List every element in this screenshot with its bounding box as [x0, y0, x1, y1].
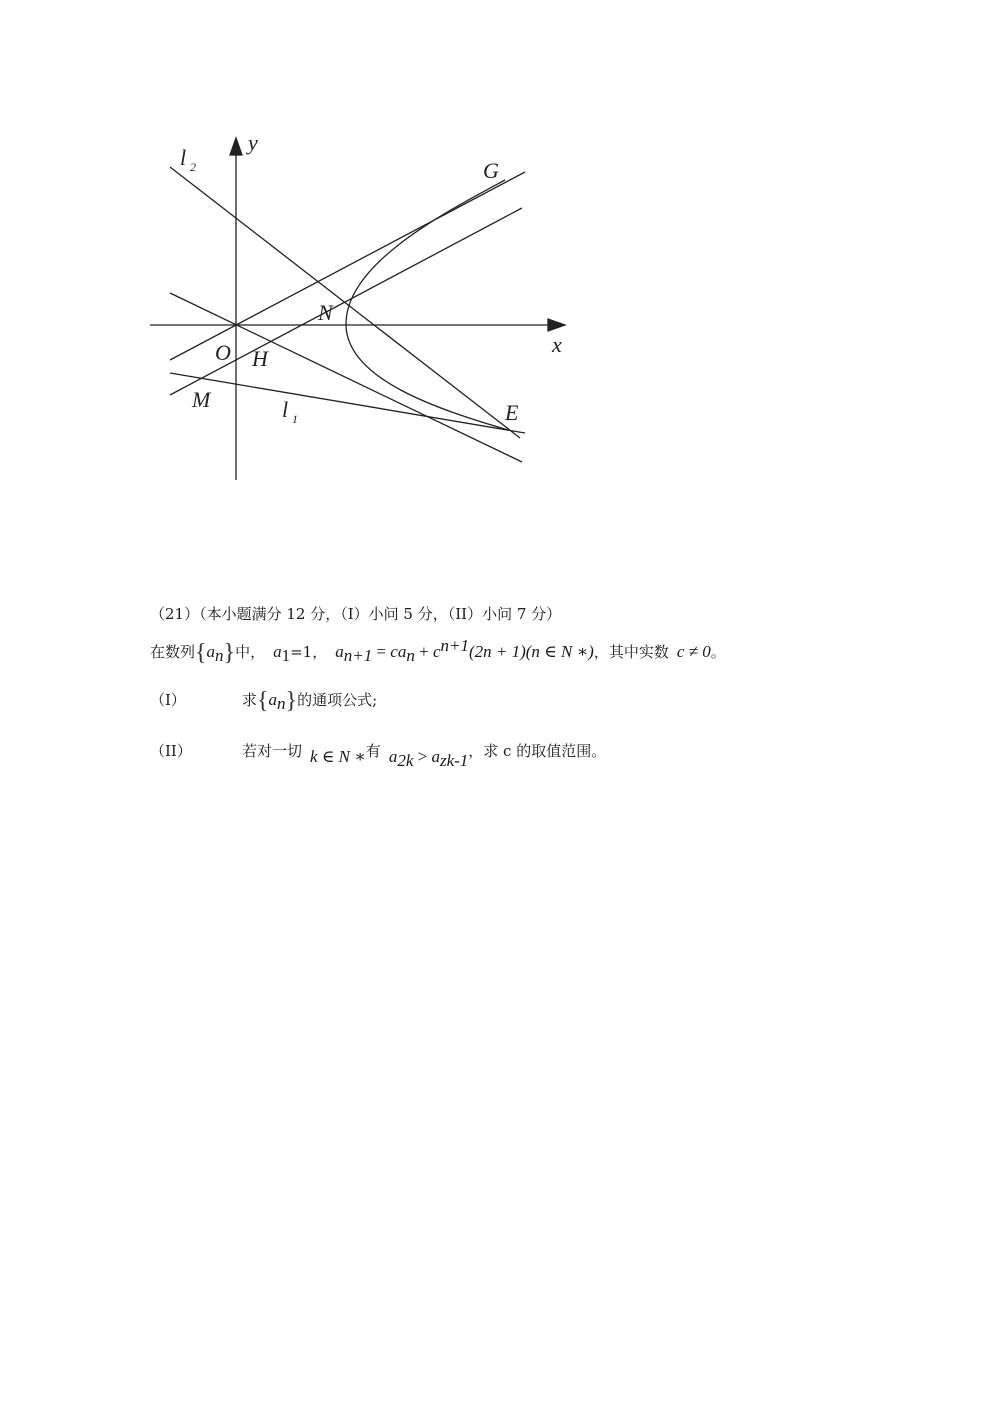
part1-label: （I）: [150, 691, 186, 709]
part1-sub: n: [277, 694, 286, 713]
left-brace: {: [195, 640, 207, 666]
part1-lead: 求: [242, 691, 258, 709]
intro-period: 。: [710, 643, 726, 661]
seq-a: a: [206, 642, 216, 661]
label-G: G: [483, 158, 499, 183]
rec-eq: =: [372, 642, 391, 661]
part1-end: 的通项公式;: [297, 691, 378, 709]
rec-c: ca: [390, 642, 407, 661]
header-text: （21）（本小题满分 12 分，（I）小问 5 分，（II）小问 7 分）: [150, 605, 562, 623]
part2-a2km1-sub: zk-1: [439, 751, 469, 770]
intro-lead: 在数列: [150, 643, 196, 661]
intro-end: ，其中实数: [593, 643, 669, 661]
line-l1: [170, 373, 525, 433]
hyperbola-figure: [140, 130, 600, 490]
intro-mid: 中，: [235, 643, 266, 661]
problem-intro: [150, 636, 726, 666]
label-y: y: [248, 130, 258, 155]
seq-sub: n: [215, 646, 224, 665]
rec-c-sub: n: [406, 646, 415, 665]
rec-tail: (2n + 1)(n ∈ N ∗): [468, 642, 594, 661]
right-brace: }: [223, 640, 236, 666]
part2-label: （II）: [150, 742, 192, 760]
a1-sub: 1: [281, 646, 291, 665]
part-1: [150, 690, 377, 714]
label-l1: l: [282, 397, 289, 422]
label-l2-sub: 2: [190, 160, 196, 174]
label-l2: l: [180, 145, 187, 170]
part2-end: ，求 c 的取值范围。: [468, 742, 607, 760]
cond: c ≠ 0: [676, 642, 711, 661]
part2-a2k: a: [388, 747, 398, 766]
line-mg: [170, 208, 522, 395]
rec-lhs-var: a: [335, 642, 344, 661]
label-H: H: [252, 346, 268, 371]
part2-gt: >: [413, 747, 432, 766]
label-M: M: [192, 387, 211, 412]
part1-a: a: [268, 690, 278, 709]
label-O: O: [215, 340, 231, 365]
part2-a2km1: a: [431, 747, 440, 766]
part-2: [150, 741, 607, 770]
part2-a2k-sub: 2k: [397, 751, 414, 770]
label-l1-sub: 1: [292, 412, 298, 426]
rec-cpow-sup: n+1: [440, 636, 469, 655]
label-x: x: [552, 332, 562, 357]
hyperbola-branch: [346, 180, 508, 430]
label-N: N: [318, 300, 333, 325]
a1-val: =1，: [290, 643, 328, 661]
problem-header: [150, 604, 561, 624]
y-axis-arrow: [230, 138, 242, 155]
x-axis-arrow: [548, 319, 565, 331]
rec-lhs-sub: n+1: [343, 646, 373, 665]
part2-lead: 若对一切: [242, 742, 303, 760]
a1-var: a: [273, 642, 282, 661]
part1-left-brace: {: [257, 688, 269, 714]
label-E: E: [505, 400, 519, 425]
rec-cpow: c: [432, 642, 441, 661]
part1-right-brace: }: [285, 688, 298, 714]
asymptote-upper: [170, 172, 525, 360]
rec-plus: +: [414, 642, 433, 661]
part2-you: 有: [365, 742, 381, 760]
part2-k: k ∈ N ∗: [310, 747, 366, 766]
